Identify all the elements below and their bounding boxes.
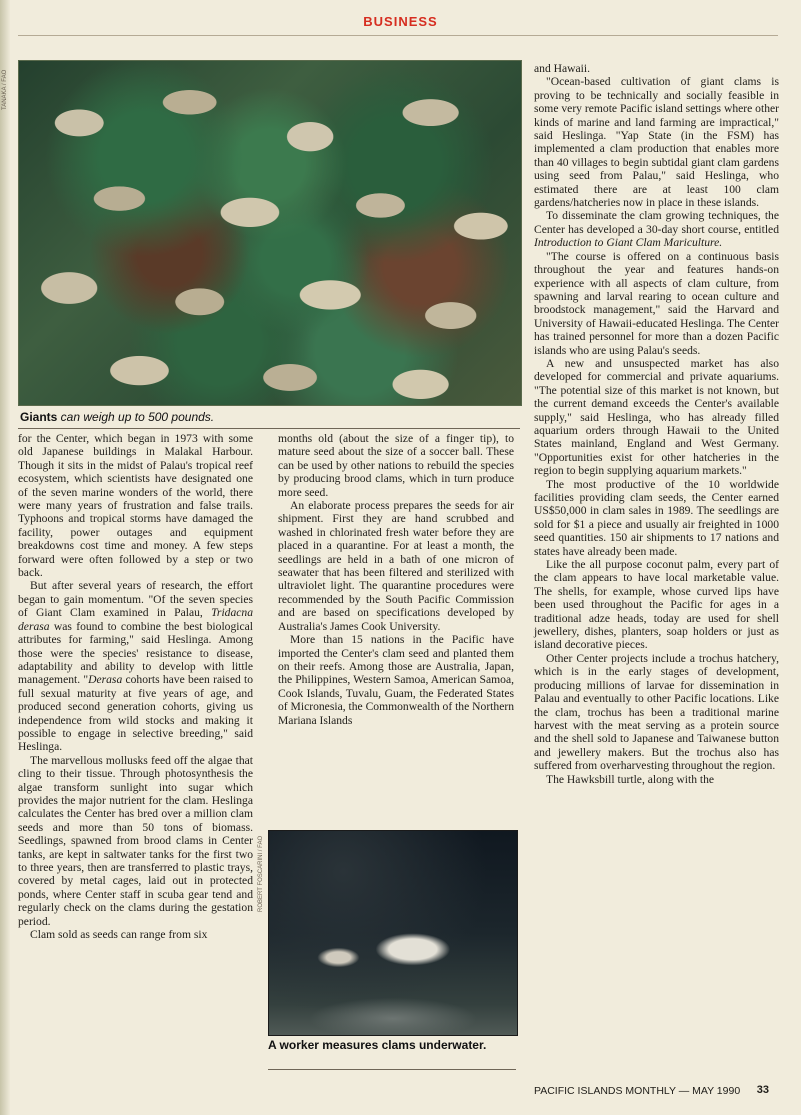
photo-caption: A worker measures clams underwater. — [268, 1038, 487, 1052]
giant-clams-photo — [18, 60, 522, 406]
header-rule — [18, 35, 778, 36]
worker-underwater-photo — [268, 830, 518, 1036]
paragraph: But after several years of research, the effort began to gain momentum. "Of the seven species of Giant Clam examined in Palau, Tridacna derasa was found to combine the best biological attributes for farming," said Heslinga. Among those were the species' resistance to disease, adaptability and ability to develop with little management. "Derasa cohorts have been raised to full sexual maturity at five years of age, and produced second generation cohorts, giving us independence from wild stocks and making it possible to engage in selective breeding," said Heslinga. — [18, 579, 254, 754]
photo-credit: ROBERT FOSCARINI / FAO — [258, 835, 264, 912]
paragraph: An elaborate process prepares the seeds for air shipment. First they are hand scrubbed and washed in chlorinated fresh water before they are placed in a quarantine. For at least a month, the seedlings are held in a bath of one micron of seawater that has been filtered and sterilized with ultraviolet light. The quarantine procedures were recommended by the South Pacific Commission and are based on specifications developed by Australia's James Cook University. — [278, 499, 514, 633]
article-column-3 — [534, 62, 779, 786]
paragraph: Clam sold as seeds can range from six — [30, 928, 208, 942]
paragraph: More than 15 nations in the Pacific have imported the Center's clam seed and planted them on their reefs. Among those are Australia, Japan, the Philippines, Western Samoa, American Samoa, Cook Islands, Tuvalu, Guam, the Federated States of Micronesia, the Commonwealth of the Northern Mariana Islands — [278, 633, 515, 727]
caption-rule — [18, 428, 520, 429]
paragraph: "The course is offered on a continuous basis throughout the year and features hands-on experience with all aspects of clam culture, from spawning and larval rearing to ocean culture and broodstock management," said the Harvard and University of Hawaii-educated Heslinga. The Center has trained personnel for more than a dozen Pacific islands who are using Palau's seeds. — [534, 249, 779, 357]
paragraph: for the Center, which began in 1973 with some old Japanese buildings in Malakal Harbour. Though it sits in the midst of Palau's tropical reef ecosystem, which scientists have designated one of the seven marine wonders of the world, there were many years of frustration and false trails. Typhoons and tropical storms have damaged the facility, power outages and equipment breakdowns cost time and money. A few steps forward were often followed by a step or two back. — [18, 432, 253, 580]
caption-bold: Giants — [20, 410, 58, 424]
article-column-2 — [278, 432, 514, 727]
section-header: BUSINESS — [363, 14, 438, 29]
paragraph: months old (about the size of a finger tip), to mature seed about the size of a soccer ball. These can be used by other nations to rebuild the species by producing brood clams, which in turn produce more seed. — [278, 432, 514, 499]
photo-credit: TANAKA / FAO — [2, 69, 8, 110]
paragraph: "Ocean-based cultivation of giant clams is proving to be technically and socially feasible in some very remote Pacific island settings where other kinds of marine and land farming are impractical," said Heslinga. "Yap State (in the FSM) has implemented a clam production that enables more than 40 villages to begin subtidal giant clam gardens using seed from Palau," said Heslinga, who estimated there are at least 100 clam gardens/hatcheries now in place in these islands. — [534, 75, 780, 210]
paragraph: The most productive of the 10 worldwide facilities providing clam seeds, the Center earned US$50,000 in clam sales in 1989. The seedlings are sold for $1 a piece and usually air freighted in 1000 seed quantities. 150 air shipments to 17 nations and states have already been made. — [534, 477, 779, 558]
paragraph: A new and unsuspected market has also developed for commercial and private aquariums. "The potential size of this market is not known, but the current demand exceeds the Center's available supply," said Heslinga, who has already filled aquarium orders through Hawaii to the United States mainland, England and West Germany. "Opportunities exist for other hatcheries in the region to begin supplying aquarium markets." — [534, 356, 779, 478]
paragraph: The Hawksbill turtle, along with the — [546, 772, 715, 786]
caption-italic: can weigh up to 500 pounds. — [57, 410, 215, 424]
page-footer — [534, 1085, 779, 1097]
paragraph: The marvellous mollusks feed off the algae that cling to their tissue. Through photosynthesis the algae transform sunlight into sugar which provides the major nutrient for the clam. Heslinga calculates the Center has bred over a million clam seeds and more than 50 tons of biomass. Seedlings, spawned from brood clams in Center tanks, are kept in saltwater tanks for the first two to three years, then are transferred to plastic trays, covered by metal cages, laid out in protected ponds, where Center staff in scuba gear tend and regularly check on the clams during the gestation period. — [18, 753, 253, 928]
photo-caption — [20, 410, 320, 424]
page-edge — [0, 0, 10, 1115]
article-column-1 — [18, 432, 253, 941]
paragraph: and Hawaii. — [534, 62, 591, 75]
caption-rule — [268, 1069, 516, 1070]
paragraph: To disseminate the clam growing techniques, the Center has developed a 30-day short course, entitled Introduction to Giant Clam Mariculture. — [534, 209, 779, 250]
paragraph: Other Center projects include a trochus hatchery, which is in the early stages of development, producing millions of larvae for dissemination in Palau and eventually to other Pacific locations. Like the clam, trochus has been a traditional marine harvest with the meat serving as a protein source and the shell sold to Japanese and Taiwanese button and jewellery makers. But the trochus also has suffered from overharvesting throughout the region. — [534, 651, 779, 773]
paragraph: Like the all purpose coconut palm, every part of the clam appears to have local marketable value. The shells, for example, whose curved lips have been used throughout the Pacific for ages in a traditional adze heads, today are used for shell jewellery, dishes, planters, soap holders or just as island decorative pieces. — [534, 558, 779, 652]
page-number: 33 — [756, 1084, 769, 1096]
publication-info: PACIFIC ISLANDS MONTHLY — MAY 1990 — [534, 1085, 741, 1097]
